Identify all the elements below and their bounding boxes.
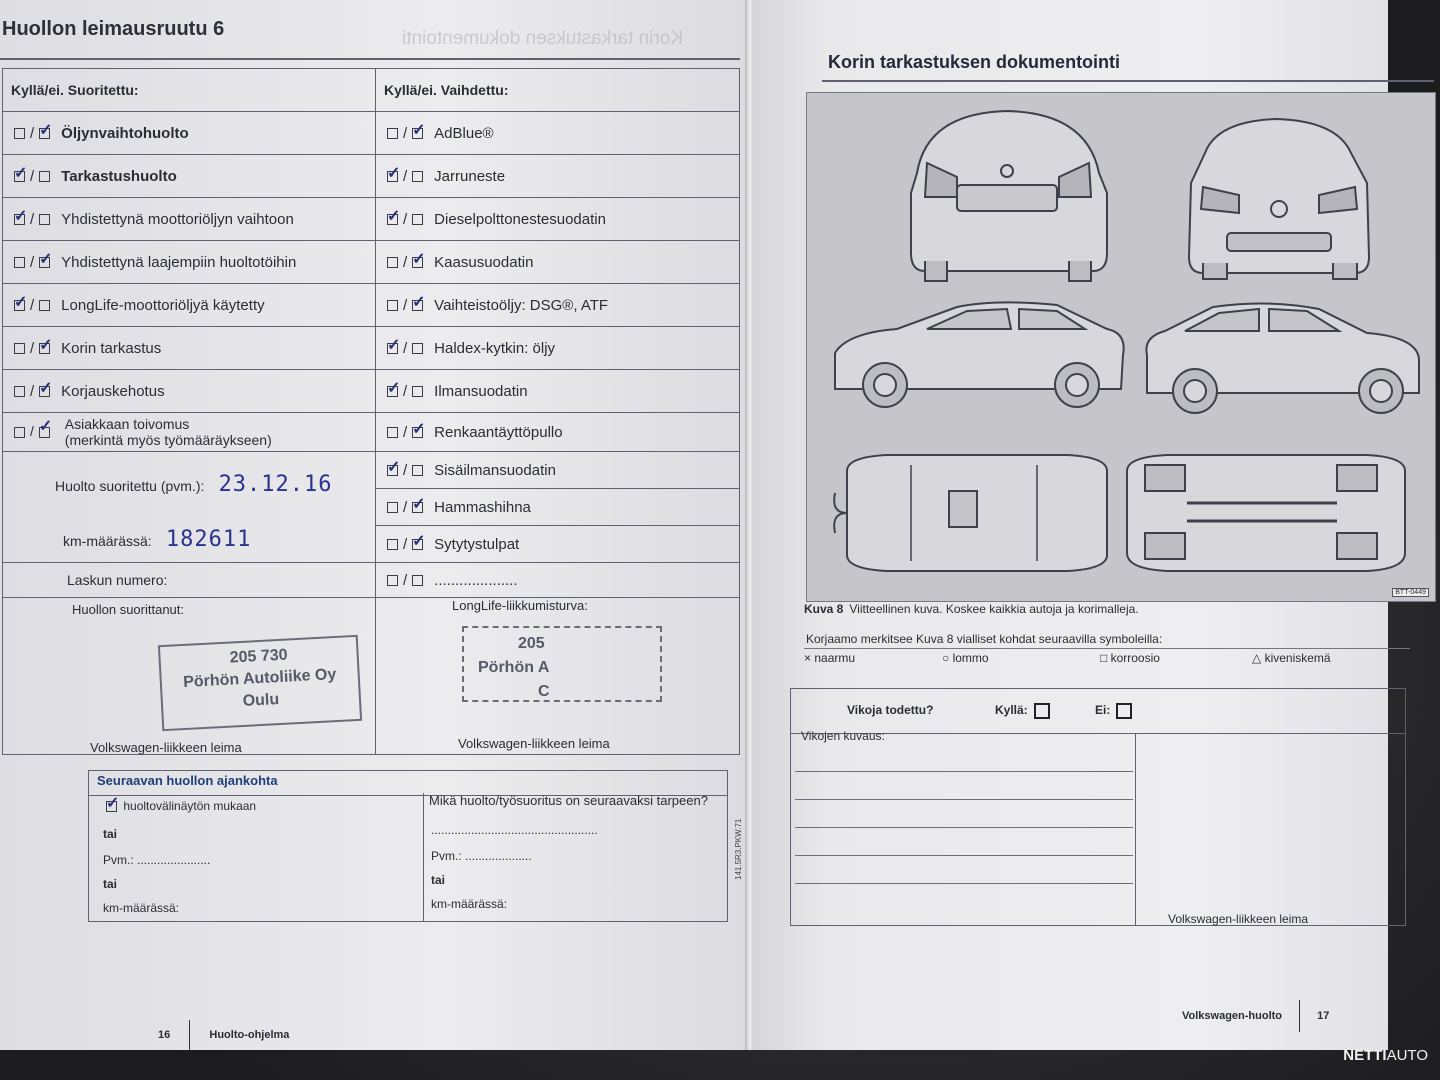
- checkbox-no[interactable]: [412, 257, 423, 268]
- checkbox-yes[interactable]: [387, 214, 398, 225]
- slash: /: [403, 124, 408, 142]
- checkbox-yes[interactable]: [387, 539, 398, 550]
- defects-yes-label: Kyllä:: [995, 703, 1028, 718]
- service-changed-cell: [376, 241, 740, 284]
- checkbox-no[interactable]: [412, 386, 423, 397]
- extra-cell-4: [376, 563, 740, 598]
- bleed-through-text: Korin tarkastuksen dokumentointi: [402, 28, 683, 49]
- service-row: [3, 155, 740, 198]
- description-line: [795, 771, 1133, 772]
- service-changed-label: AdBlue®: [434, 124, 494, 142]
- right-dealer-stamp-label: Volkswagen-liikkeen leima: [1168, 912, 1309, 926]
- slash: /: [403, 423, 408, 441]
- wish-cell: /✓ Asiakkaan toivomus (merkintä myös työmääräykseen): [3, 413, 376, 452]
- service-changed-label: Kaasusuodatin: [434, 253, 534, 271]
- wish-line1: Asiakkaan toivomus: [64, 416, 190, 432]
- slash: /: [403, 296, 408, 314]
- checkbox-yes[interactable]: [387, 386, 398, 397]
- checkbox-yes[interactable]: [387, 343, 398, 354]
- by-indicator-row: [103, 799, 256, 813]
- or-1: tai: [103, 827, 118, 841]
- slash: /: [403, 498, 408, 516]
- next-service-right: [425, 793, 727, 921]
- stamp2-line3: C: [538, 683, 550, 700]
- checkbox-no[interactable]: [412, 427, 423, 438]
- next-date-right: Pvm.: ....................: [431, 849, 532, 863]
- checkbox-yes[interactable]: [387, 128, 398, 139]
- defects-yes-checkbox[interactable]: [1034, 703, 1050, 719]
- service-done-label: Korin tarkastus: [61, 339, 162, 357]
- description-line: [795, 855, 1133, 856]
- checkbox-yes[interactable]: [387, 465, 398, 476]
- service-done-cell: [3, 198, 376, 241]
- service-done-label: Öljynvaihtohuolto: [61, 124, 189, 142]
- slash: /: [403, 461, 408, 479]
- defects-header: [791, 689, 1405, 734]
- stamp1-line3: Oulu: [242, 691, 280, 710]
- defects-no[interactable]: [1095, 703, 1132, 719]
- checkbox-yes[interactable]: [14, 128, 25, 139]
- checkbox-no[interactable]: [39, 214, 50, 225]
- checkbox-no[interactable]: [39, 386, 50, 397]
- checkbox-no[interactable]: [412, 539, 423, 550]
- slash: /: [30, 124, 35, 142]
- checkbox-no[interactable]: [412, 465, 423, 476]
- wish-line2: (merkintä myös työmääräykseen): [64, 432, 272, 448]
- footer-separator: [189, 1020, 190, 1050]
- service-row: [3, 112, 740, 155]
- checkbox-yes[interactable]: [14, 427, 25, 438]
- stamp1-line2: Pörhön Autoliike Oy: [182, 666, 337, 692]
- checkbox-no[interactable]: [412, 575, 423, 586]
- slash: /: [30, 339, 35, 357]
- checkbox-no[interactable]: [412, 171, 423, 182]
- right-footer: [1182, 1000, 1329, 1032]
- by-indicator-checkbox[interactable]: [106, 801, 117, 812]
- stamp2-line1: 205: [518, 635, 545, 652]
- caption-text: Viitteellinen kuva. Koskee kaikkia autoja ja korimalleja.: [849, 602, 1139, 616]
- description-line: [795, 799, 1133, 800]
- figure-caption: [804, 602, 1139, 616]
- service-done-label: Korjauskehotus: [61, 382, 165, 400]
- car-outlines: [807, 93, 1435, 601]
- slash: /: [30, 210, 35, 228]
- vertical-code: 141.5R3.PKW.71: [734, 818, 743, 880]
- checkbox-yes[interactable]: [14, 386, 25, 397]
- symbols-title: Korjaamo merkitsee Kuva 8 vialliset kohdat seuraavilla symboleilla:: [806, 632, 1163, 646]
- performed-by-label: Huollon suorittanut:: [72, 602, 185, 617]
- nettiauto-watermark: [1343, 1047, 1428, 1064]
- service-date-label: Huolto suoritettu (pvm.):: [55, 478, 205, 494]
- stamp1-line1: 205 730: [229, 646, 288, 667]
- left-page-title: Huollon leimausruutu 6: [2, 18, 225, 40]
- next-question: Mikä huolto/työsuoritus on seuraavaksi tarpeen?: [429, 793, 708, 808]
- next-date: Pvm.: ......................: [103, 853, 211, 867]
- service-changed-cell: [376, 198, 740, 241]
- next-km-right: km-määrässä:: [431, 897, 508, 911]
- dealer-stamp-label-left: Volkswagen-liikkeen leima: [90, 740, 242, 755]
- slash: /: [403, 167, 408, 185]
- diagram-code: BTT-0449: [1392, 588, 1429, 597]
- service-done-label: Tarkastushuolto: [61, 167, 177, 185]
- symbol-corrosion: □ korroosio: [1100, 651, 1160, 665]
- service-changed-label: Jarruneste: [434, 167, 506, 185]
- symbol-stone-chip: △ kiveniskemä: [1252, 651, 1331, 665]
- service-changed-label: Hammashihna: [434, 498, 531, 516]
- checkbox-no[interactable]: [39, 257, 50, 268]
- service-changed-label: ....................: [434, 571, 518, 589]
- checkbox-yes[interactable]: [387, 502, 398, 513]
- description-label: Vikojen kuvaus:: [801, 729, 885, 743]
- next-service-left: [89, 793, 424, 921]
- or-right: tai: [431, 873, 446, 887]
- description-line: [795, 827, 1133, 828]
- slash: /: [30, 296, 35, 314]
- left-footer: [158, 1020, 289, 1050]
- service-changed-label: Renkaantäyttöpullo: [434, 423, 563, 441]
- or-2: tai: [103, 877, 118, 891]
- checkbox-yes[interactable]: [14, 171, 25, 182]
- service-changed-cell: [376, 284, 740, 327]
- car-body-diagram: [806, 92, 1436, 602]
- next-service-box: [88, 770, 728, 922]
- defects-box: [790, 688, 1406, 926]
- slash: /: [403, 535, 408, 553]
- footer-separator: [1299, 1000, 1300, 1032]
- service-done-label: LongLife-moottoriöljyä käytetty: [61, 296, 265, 314]
- service-done-cell: [3, 327, 376, 370]
- service-changed-label: Vaihteistoöljy: DSG®, ATF: [434, 296, 609, 314]
- symbol-scratch: × naarmu: [804, 651, 856, 665]
- service-changed-label: Sisäilmansuodatin: [434, 461, 556, 479]
- next-km: km-määrässä:: [103, 901, 180, 915]
- slash: /: [403, 382, 408, 400]
- checkbox-no[interactable]: [39, 128, 50, 139]
- km-label: km-määrässä:: [63, 533, 152, 549]
- right-page-title: Korin tarkastuksen dokumentointi: [828, 52, 1121, 72]
- checkbox-yes[interactable]: [14, 214, 25, 225]
- checkbox-no[interactable]: [412, 343, 423, 354]
- by-indicator-label: huoltovälinäytön mukaan: [123, 799, 257, 813]
- service-changed-label: Sytytystulpat: [434, 535, 520, 553]
- slash: /: [30, 253, 35, 271]
- next-dots: ..................................................: [431, 823, 598, 837]
- invoice-cell: [3, 563, 376, 598]
- service-changed-cell: [376, 370, 740, 413]
- service-row: [3, 198, 740, 241]
- description-line: [795, 883, 1133, 884]
- watermark-a: NETTI: [1343, 1047, 1387, 1064]
- longlife-label: LongLife-liikkumisturva:: [452, 598, 588, 613]
- left-page-number: 16: [158, 1028, 171, 1041]
- service-done-cell: [3, 155, 376, 198]
- extra-cell-1: [376, 452, 740, 489]
- slash: /: [403, 253, 408, 271]
- checkbox-no[interactable]: [39, 171, 50, 182]
- next-service-header: Seuraavan huollon ajankohta: [89, 771, 727, 796]
- checkbox-no[interactable]: [412, 300, 423, 311]
- header-changed: Kyllä/ei. Vaihdettu:: [376, 69, 740, 112]
- defects-no-label: Ei:: [1095, 703, 1111, 718]
- service-changed-label: Ilmansuodatin: [434, 382, 528, 400]
- checkbox-no[interactable]: [412, 502, 423, 513]
- caption-label: Kuva 8: [804, 602, 844, 616]
- extra-cell-3: [376, 526, 740, 563]
- slash: /: [403, 210, 408, 228]
- checkbox-no[interactable]: [412, 128, 423, 139]
- extra-cell-0: [376, 413, 740, 452]
- dealer-stamp-label-right: Volkswagen-liikkeen leima: [458, 736, 610, 751]
- right-footer-label: Volkswagen-huolto: [1182, 1009, 1283, 1022]
- service-done-cell: [3, 112, 376, 155]
- service-row: [3, 370, 740, 413]
- extra-cell-2: [376, 489, 740, 526]
- right-page-number: 17: [1317, 1009, 1330, 1022]
- defects-yes[interactable]: [995, 703, 1050, 719]
- checkbox-no[interactable]: [412, 214, 423, 225]
- service-row: [3, 241, 740, 284]
- service-done-cell: [3, 284, 376, 327]
- defects-no-checkbox[interactable]: [1116, 703, 1132, 719]
- slash: /: [403, 571, 408, 589]
- service-changed-cell: [376, 155, 740, 198]
- dealer-stamp-2: [462, 626, 662, 702]
- defects-divider: [1135, 733, 1136, 925]
- service-done-label: Yhdistettynä moottoriöljyn vaihtoon: [61, 210, 294, 228]
- slash: /: [403, 339, 408, 357]
- service-row: [3, 327, 740, 370]
- checkbox-yes[interactable]: [14, 343, 25, 354]
- slash: /: [30, 167, 35, 185]
- symbol-dent: ○ lommo: [942, 651, 989, 665]
- service-row: [3, 284, 740, 327]
- header-done: Kyllä/ei. Suoritettu:: [3, 69, 376, 112]
- slash: /: [30, 382, 35, 400]
- checkbox-yes[interactable]: [387, 427, 398, 438]
- checkbox-yes[interactable]: [387, 575, 398, 586]
- checkbox-yes[interactable]: [387, 300, 398, 311]
- service-changed-cell: [376, 327, 740, 370]
- invoice-label: Laskun numero:: [67, 571, 168, 588]
- service-changed-label: Haldex-kytkin: öljy: [434, 339, 556, 357]
- service-changed-label: Dieselpolttonestesuodatin: [434, 210, 606, 228]
- title-rule: [0, 58, 740, 60]
- stamp2-line2: Pörhön A: [478, 659, 550, 676]
- service-date-cell: [3, 452, 376, 563]
- km-value: 182611: [165, 527, 252, 552]
- right-title-rule: [822, 80, 1434, 82]
- service-done-cell: [3, 241, 376, 284]
- service-done-cell: [3, 370, 376, 413]
- checkbox-yes[interactable]: [387, 171, 398, 182]
- service-done-label: Yhdistettynä laajempiin huoltotöihin: [61, 253, 297, 271]
- service-rows: [3, 112, 740, 413]
- left-page-label: Huolto-ohjelma: [209, 1028, 290, 1041]
- watermark-b: AUTO: [1386, 1047, 1428, 1064]
- checkbox-no[interactable]: [39, 343, 50, 354]
- checkbox-no[interactable]: [39, 300, 50, 311]
- checkbox-no[interactable]: [39, 427, 50, 438]
- checkbox-yes[interactable]: [14, 300, 25, 311]
- symbols-row: [804, 648, 1410, 667]
- checkbox-yes[interactable]: [387, 257, 398, 268]
- dealer-stamp-1: [158, 635, 362, 731]
- service-date-value: 23.12.16: [218, 472, 333, 497]
- checkbox-yes[interactable]: [14, 257, 25, 268]
- service-changed-cell: [376, 112, 740, 155]
- defects-label: Vikoja todettu?: [847, 703, 934, 717]
